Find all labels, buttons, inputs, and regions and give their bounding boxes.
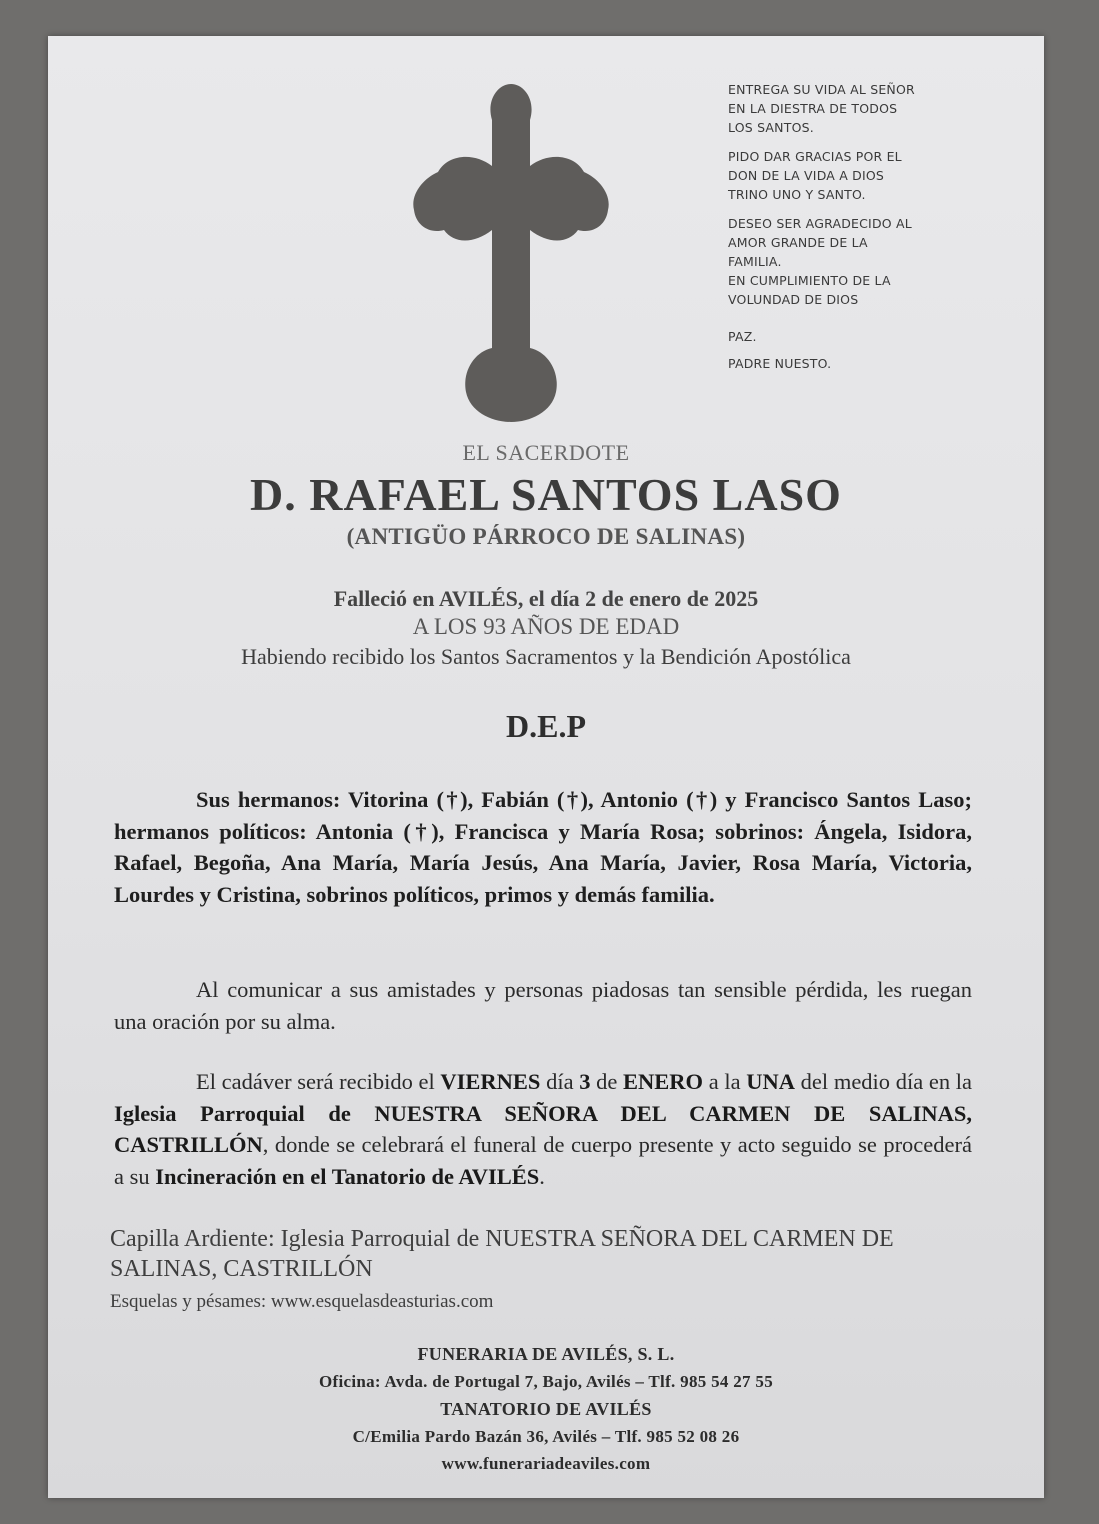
funeral-cremation: Incineración en el Tanatorio de AVILÉS	[155, 1163, 540, 1189]
verse-line: DESEO SER AGRADECIDO AL	[728, 216, 912, 231]
funeral-day: VIERNES	[440, 1069, 541, 1094]
side-verse	[728, 80, 968, 383]
verse-line: EN LA DIESTRA DE TODOS	[728, 101, 898, 116]
funeral-paragraph	[114, 1066, 972, 1192]
verse-line: LOS SANTOS.	[728, 120, 814, 135]
funeral-text: El cadáver será recibido el	[196, 1069, 441, 1094]
verse-line: FAMILIA.	[728, 254, 782, 269]
verse-line: VOLUNDAD DE DIOS	[728, 292, 859, 307]
communicate-paragraph: Al comunicar a sus amistades y personas piadosas tan sensible pérdida, les ruegan una oración por su alma.	[114, 977, 972, 1034]
website-line: Esquelas y pésames: www.esquelasdeasturias.com	[110, 1291, 494, 1312]
funeral-month: ENERO	[623, 1069, 704, 1094]
death-line: Falleció en AVILÉS, el día 2 de enero de 2025	[333, 586, 759, 611]
funeral-text: , donde se celebrará el funeral de cuerpo presente y acto seguido se procederá a su	[114, 1132, 972, 1189]
funeral-time: UNA	[746, 1069, 796, 1094]
verse-line: TRINO UNO Y SANTO.	[728, 187, 866, 202]
tanatorio-address: C/Emilia Pardo Bazán 36, Avilés – Tlf. 985 52 08 26	[352, 1427, 740, 1446]
chapel-line: Capilla Ardiente: Iglesia Parroquial de NUESTRA SEÑORA DEL CARMEN DE SALINAS, CASTRILLÓN	[110, 1226, 894, 1282]
funeral-date: 3	[579, 1069, 591, 1094]
deceased-subtitle: (ANTIGÜO PÁRROCO DE SALINAS)	[346, 524, 746, 549]
funeral-church: Iglesia Parroquial de NUESTRA SEÑORA DEL CARMEN DE SALINAS, CASTRILLÓN	[114, 1100, 972, 1157]
sacraments-line: Habiendo recibido los Santos Sacramentos y la Bendición Apostólica	[241, 644, 851, 669]
office-address: Oficina: Avda. de Portugal 7, Bajo, Avilés – Tlf. 985 54 27 55	[319, 1372, 773, 1391]
funeral-text: a la	[703, 1069, 747, 1094]
funeral-text: de	[590, 1069, 624, 1094]
verse-line: PADRE NUESTO.	[728, 356, 832, 371]
verse-line: ENTREGA SU VIDA AL SEÑOR	[728, 82, 915, 97]
funeral-text: día	[540, 1069, 580, 1094]
tanatorio-name: TANATORIO DE AVILÉS	[440, 1399, 652, 1419]
company-website: www.funerariadeaviles.com	[441, 1454, 651, 1473]
verse-line: AMOR GRANDE DE LA	[728, 235, 868, 250]
dep-heading: D.E.P	[506, 708, 586, 744]
verse-line: DON DE LA VIDA A DIOS	[728, 168, 885, 183]
title-kicker: EL SACERDOTE	[462, 440, 630, 465]
family-paragraph: Sus hermanos: Vitorina (†), Fabián (†), Antonio (†) y Francisco Santos Laso; hermanos políticos: Antonia (†), Francisca y María Rosa; sobrinos: Ángela, Isidora, Rafael, Begoña, Ana María, María Jesús, Ana María, Javier, Rosa María, Victoria, Lourdes y Cristina, sobrinos políticos, primos y demás familia.	[114, 787, 972, 907]
age-line: A LOS 93 AÑOS DE EDAD	[412, 614, 680, 639]
deceased-name: D. RAFAEL SANTOS LASO	[250, 469, 842, 520]
verse-line: PAZ.	[728, 329, 757, 344]
cross-icon	[408, 80, 614, 426]
obituary-card	[48, 36, 1044, 1498]
verse-line: EN CUMPLIMIENTO DE LA	[728, 273, 891, 288]
funeral-text: .	[539, 1163, 545, 1189]
verse-line: PIDO DAR GRACIAS POR EL	[728, 149, 902, 164]
funeral-text: del medio día en la	[795, 1069, 972, 1094]
company-name: FUNERARIA DE AVILÉS, S. L.	[417, 1344, 675, 1364]
